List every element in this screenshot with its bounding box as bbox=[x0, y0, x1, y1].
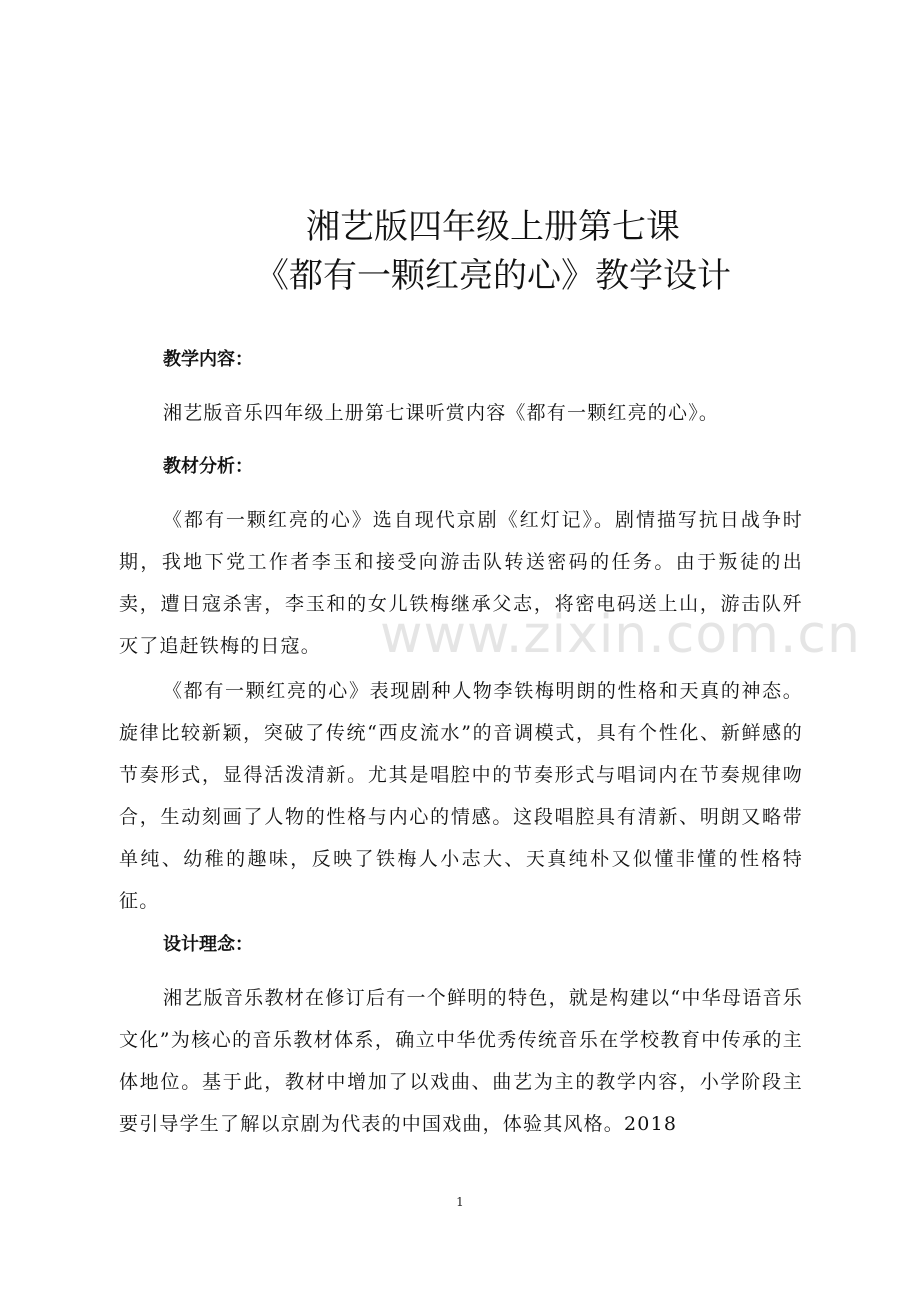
document-title-line1: 湘艺版四年级上册第七课 bbox=[306, 207, 680, 247]
section-heading-design-concept: 设计理念： bbox=[163, 934, 253, 955]
page-number: 1 bbox=[456, 1195, 464, 1209]
paragraph-material-analysis-2: 《都有一颗红亮的心》表现剧种人物李铁梅明朗的性格和天真的神态。旋律比较新颖，突破了传统“西皮流水”的音调模式，具有个性化、新鲜感的节奏形式，显得活泼清新。尤其是唱腔中的节奏形式与唱词内在节奏规律吻合，生动刻画了人物的性格与内心的情感。这段唱腔具有清新、明朗又略带单纯、幼稚的趣味，反映了铁梅人小志大、天真纯朴又似懂非懂的性格特征。 bbox=[119, 680, 803, 912]
section-heading-material-analysis: 教材分析： bbox=[163, 456, 253, 477]
section-heading-teaching-content: 教学内容： bbox=[163, 349, 253, 370]
watermark: www.zixin.com.cn bbox=[380, 605, 861, 665]
paragraph-material-analysis-1: 《都有一颗红亮的心》选自现代京剧《红灯记》。剧情描写抗日战争时期，我地下党工作者李玉和接受向游击队转送密码的任务。由于叛徒的出卖，遭日寇杀害，李玉和的女儿铁梅继承父志，将密电码送上山，游击队歼灭了追赶铁梅的日寇。 bbox=[119, 509, 803, 657]
paragraph-design-concept: 湘艺版音乐教材在修订后有一个鲜明的特色，就是构建以“中华母语音乐文化”为核心的音乐教材体系，确立中华优秀传统音乐在学校教育中传承的主体地位。基于此，教材中增加了以戏曲、曲艺为主的教学内容，小学阶段主要引导学生了解以京剧为代表的中国戏曲，体验其风格。2018 bbox=[119, 987, 803, 1135]
document-title-line2: 《都有一颗红亮的心》教学设计 bbox=[255, 256, 731, 296]
paragraph-teaching-content: 湘艺版音乐四年级上册第七课听赏内容《都有一颗红亮的心》。 bbox=[163, 402, 720, 424]
